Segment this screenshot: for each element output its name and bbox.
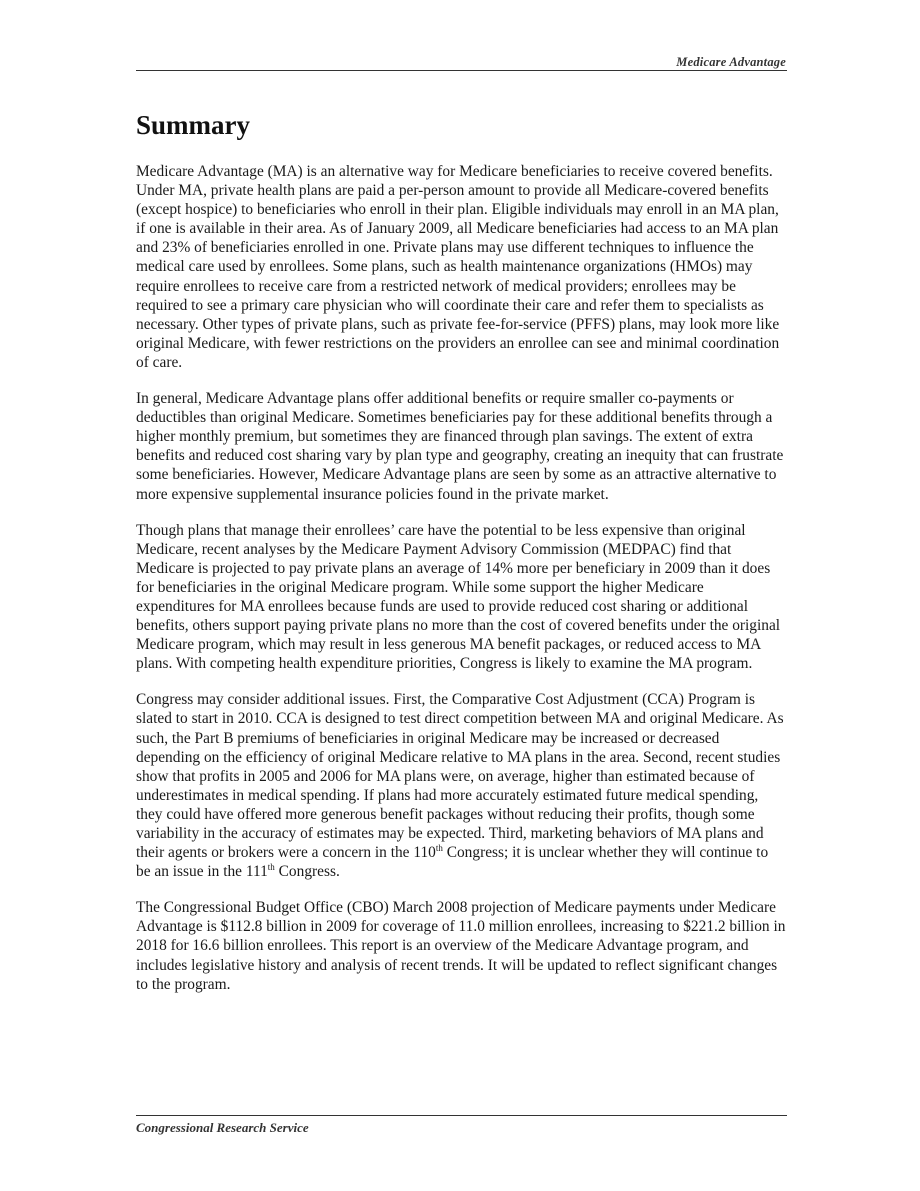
- running-header: Medicare Advantage: [676, 55, 786, 69]
- page-title: Summary: [136, 110, 250, 140]
- footer-divider: [136, 1115, 787, 1116]
- summary-paragraph-2: In general, Medicare Advantage plans offer additional benefits or require smaller co-payments or deductibles than original Medicare. Sometimes beneficiaries pay for these additional benefits through a higher monthly premium, but sometimes they are financed through plan savings. The extent of extra benefits and reduced cost sharing vary by plan type and geography, creating an inequity that can frustrate some beneficiaries. However, Medicare Advantage plans are seen by some as an attractive alternative to more expensive supplemental insurance policies found in the private market.: [136, 390, 784, 503]
- paragraph-4-text-mid: Congress; it is unclear whether they will continue to be an issue in the 111: [136, 844, 769, 881]
- summary-paragraph-1: Medicare Advantage (MA) is an alternative way for Medicare beneficiaries to receive covered benefits. Under MA, private health plans are paid a per-person amount to provide all Medicare-covered benefits (except hospice) to beneficiaries who enroll in their plan. Eligible individuals may enroll in an MA plan, if one is available in their area. As of January 2009, all Medicare beneficiaries had access to an MA plan and 23% of beneficiaries enrolled in one. Private plans may use different techniques to influence the medical care used by enrollees. Some plans, such as health maintenance organizations (HMOs) may require enrollees to receive care from a restricted network of medical providers; enrollees may be required to see a primary care physician who will coordinate their care and refer them to specialists as necessary. Other types of private plans, such as private fee-for-service (PFFS) plans, may look more like original Medicare, with fewer restrictions on the providers an enrollee can see and minimal coordination of care.: [136, 163, 780, 371]
- paragraph-4-text-end: Congress.: [274, 863, 340, 881]
- superscript-th-111: th: [267, 862, 275, 873]
- summary-paragraph-5: The Congressional Budget Office (CBO) March 2008 projection of Medicare payments under Medicare Advantage is $112.8 billion in 2009 for coverage of 11.0 million enrollees, increasing to $221.2 billion in 2018 for 16.6 billion enrollees. This report is an overview of the Medicare Advantage program, and includes legislative history and analysis of recent trends. It will be updated to reflect significant changes to the program.: [136, 899, 786, 993]
- header-divider: [136, 70, 787, 71]
- running-footer: Congressional Research Service: [136, 1120, 309, 1135]
- superscript-th-110: th: [435, 842, 443, 853]
- summary-body: [136, 162, 786, 1011]
- summary-paragraph-3: Though plans that manage their enrollees’ care have the potential to be less expensive than original Medicare, recent analyses by the Medicare Payment Advisory Commission (MEDPAC) find that Medicare is projected to pay private plans an average of 14% more per beneficiary in 2009 than it does for beneficiaries in the original Medicare program. While some support the higher Medicare expenditures for MA enrollees because funds are used to provide reduced cost sharing or additional benefits, others support paying private plans no more than the cost of covered benefits under the original Medicare program, which may result in less generous MA benefit packages, or reduced access to MA plans. With competing health expenditure priorities, Congress is likely to examine the MA program.: [136, 521, 781, 673]
- summary-paragraph-4: [136, 690, 786, 881]
- paragraph-4-text-main: Congress may consider additional issues. First, the Comparative Cost Adjustment (CCA) Program is slated to start in 2010. CCA is designed to test direct competition between MA and original Medicare. As such, the Part B premiums of beneficiaries in original Medicare may be increased or decreased depending on the efficiency of original Medicare relative to MA plans in the area. Second, recent studies show that profits in 2005 and 2006 for MA plans were, on average, higher than estimated because of underestimates in medical spending. If plans had more accurately estimated future medical spending, they could have offered more generous benefit packages without reducing their profits, though some variability in the accuracy of estimates may be expected. Third, marketing behaviors of MA plans and their agents or brokers were a concern in the 110: [136, 691, 784, 862]
